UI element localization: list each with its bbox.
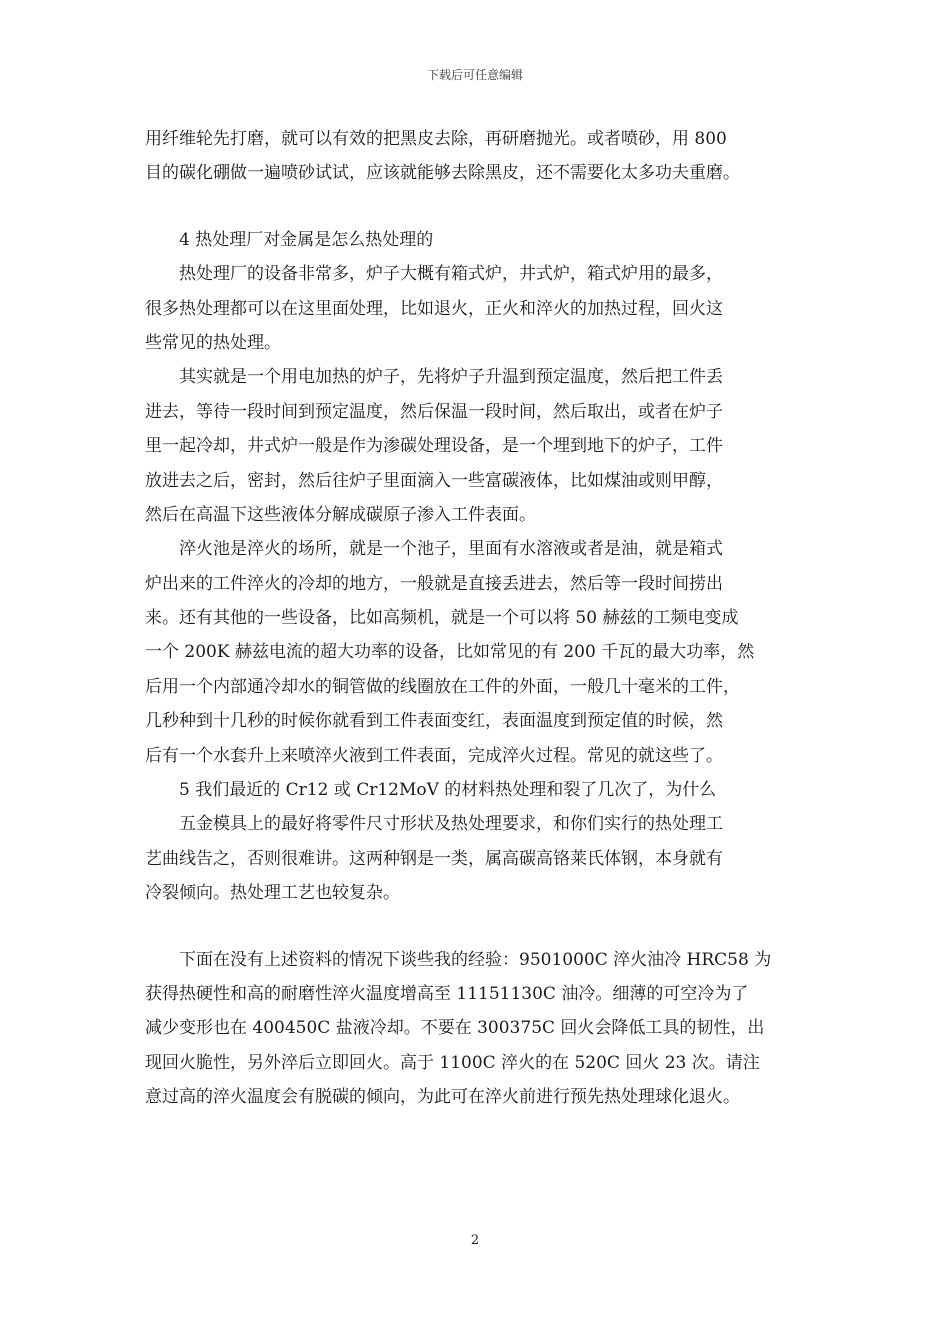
text-line: 目的碳化硼做一遍喷砂试试，应该就能够去除黑皮，还不需要化太多功夫重磨。 xyxy=(145,163,740,184)
text-line: 4 热处理厂对金属是怎么热处理的 xyxy=(145,229,434,250)
text-line: 来。还有其他的一些设备，比如高频机，就是一个可以将 50 赫兹的工频电变成 xyxy=(145,608,739,629)
page-number: 2 xyxy=(470,1233,480,1248)
text-line: 一个 200K 赫兹电流的超大功率的设备，比如常见的有 200 千瓦的最大功率，然 xyxy=(145,642,755,663)
paragraph-block xyxy=(145,122,823,191)
text-line: 放进去之后，密封，然后往炉子里面滴入一些富碳液体，比如煤油或则甲醇， xyxy=(145,470,723,491)
text-line: 很多热处理都可以在这里面处理，比如退火，正火和淬火的加热过程，回火这 xyxy=(145,298,723,319)
text-line: 里一起冷却，井式炉一般是作为渗碳处理设备，是一个埋到地下的炉子，工件 xyxy=(145,436,723,457)
text-line: 获得热硬性和高的耐磨性淬火温度增高至 11151130C 油冷。细薄的可空冷为了 xyxy=(145,983,749,1004)
text-line: 5 我们最近的 Cr12 或 Cr12MoV 的材料热处理和裂了几次了，为什么 xyxy=(145,780,717,801)
text-line: 意过高的淬火温度会有脱碳的倾向，为此可在淬火前进行预先热处理球化退火。 xyxy=(145,1087,740,1108)
text-line: 淬火池是淬火的场所，就是一个池子，里面有水溶液或者是油，就是箱式 xyxy=(145,539,723,560)
text-line: 进去，等待一段时间到预定温度，然后保温一段时间，然后取出，或者在炉子 xyxy=(145,401,723,422)
text-line: 五金模具上的最好将零件尺寸形状及热处理要求，和你们实行的热处理工 xyxy=(145,814,723,835)
text-line: 艺曲线告之，否则很难讲。这两种钢是一类，属高碳高铬莱氏体钢，本身就有 xyxy=(145,848,723,869)
paragraph-block xyxy=(145,223,823,911)
paragraph-gap xyxy=(145,191,823,223)
text-line: 后有一个水套升上来喷淬火液到工件表面，完成淬火过程。常见的就这些了。 xyxy=(145,745,723,766)
paragraph-gap xyxy=(145,911,823,943)
page-header: 下载后可任意编辑 xyxy=(426,68,523,82)
text-line: 后用一个内部通冷却水的铜管做的线圈放在工件的外面，一般几十毫米的工件， xyxy=(145,676,740,697)
text-line: 炉出来的工件淬火的冷却的地方，一般就是直接丢进去，然后等一段时间捞出 xyxy=(145,573,723,594)
text-line: 现回火脆性，另外淬后立即回火。高于 1100C 淬火的在 520C 回火 23 次。请注 xyxy=(145,1052,760,1073)
document-body xyxy=(145,122,823,1115)
text-line: 减少变形也在 400450C 盐液冷却。不要在 300375C 回火会降低工具的韧性，出 xyxy=(145,1018,765,1039)
text-line: 下面在没有上述资料的情况下谈些我的经验：9501000C 淬火油冷 HRC58 为 xyxy=(145,949,772,970)
text-line: 其实就是一个用电加热的炉子，先将炉子升温到预定温度，然后把工件丢 xyxy=(145,367,723,388)
text-line: 用纤维轮先打磨，就可以有效的把黑皮去除，再研磨抛光。或者喷砂，用 800 xyxy=(145,129,727,149)
text-line: 冷裂倾向。热处理工艺也较复杂。 xyxy=(145,883,400,904)
text-line: 几秒种到十几秒的时候你就看到工件表面变红，表面温度到预定值的时候，然 xyxy=(145,711,723,732)
text-line: 然后在高温下这些液体分解成碳原子渗入工件表面。 xyxy=(145,504,536,525)
text-line: 热处理厂的设备非常多，炉子大概有箱式炉，井式炉，箱式炉用的最多， xyxy=(145,264,723,285)
text-line: 些常见的热处理。 xyxy=(145,332,281,353)
paragraph-block xyxy=(145,943,823,1115)
